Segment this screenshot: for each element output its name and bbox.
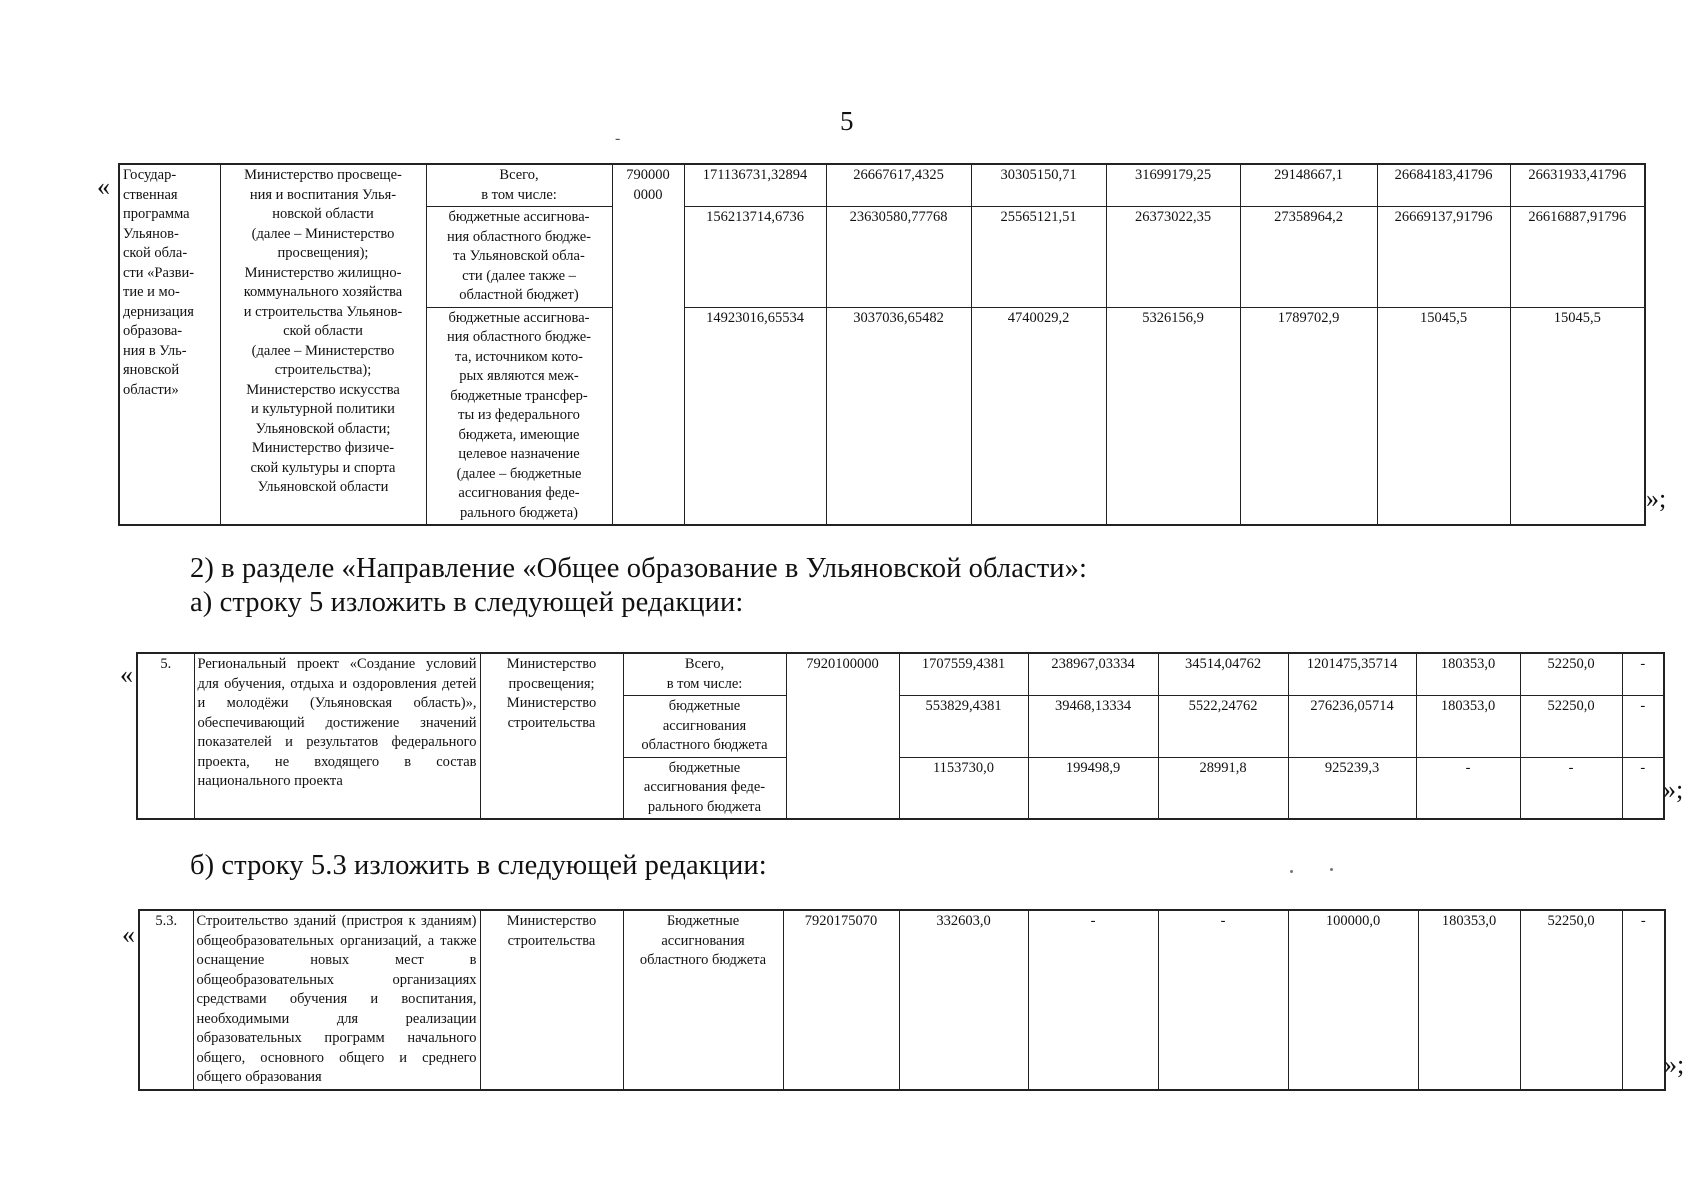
- scan-mark: -: [615, 130, 621, 147]
- regional-year-5: 26669137,91796: [1377, 207, 1510, 308]
- project-name: Региональный проект «Создание условий для обучения, отдыха и оздоровления детей и молодёжи (Ульяновская область)», обеспечивающий достижение значений показателей и результатов федерального проекта, не входящего в состав национального проекта: [194, 653, 480, 819]
- total-year-1: 26667617,4325: [826, 164, 971, 207]
- total-year-2: 30305150,71: [971, 164, 1106, 207]
- total-year-5: 52250,0: [1520, 653, 1622, 696]
- federal-sum: 1153730,0: [899, 757, 1028, 819]
- section-heading: 2) в разделе «Направление «Общее образование в Ульяновской области»:: [190, 553, 1088, 584]
- year-6: -: [1622, 910, 1665, 1090]
- total-year-1: 238967,03334: [1028, 653, 1158, 696]
- source-regional: бюджетные ассигнова- ния областного бюдже- та Ульяновской обла- сти (далее также – областной бюджет): [426, 207, 612, 308]
- year-5: 52250,0: [1520, 910, 1622, 1090]
- total-year-4: 180353,0: [1416, 653, 1520, 696]
- total-sum: 332603,0: [899, 910, 1028, 1090]
- budget-code: 7920175070: [783, 910, 899, 1090]
- project-executor: Министерство просвещения; Министерство строительства: [480, 653, 623, 819]
- budget-code: 790000 0000: [612, 164, 684, 525]
- subheading-a: а) строку 5 изложить в следующей редакции:: [190, 587, 744, 618]
- regional-year-2: 5522,24762: [1158, 696, 1288, 758]
- source-total: Всего, в том числе:: [426, 164, 612, 207]
- regional-sum: 156213714,6736: [684, 207, 826, 308]
- federal-year-2: 4740029,2: [971, 307, 1106, 525]
- total-sum: 171136731,32894: [684, 164, 826, 207]
- open-quote-1: «: [97, 172, 110, 201]
- source-federal: бюджетные ассигнования феде- рального бюджета: [623, 757, 786, 819]
- open-quote-3: «: [122, 920, 135, 949]
- budget-code: 7920100000: [786, 653, 899, 819]
- year-2: -: [1158, 910, 1288, 1090]
- federal-year-5: -: [1520, 757, 1622, 819]
- federal-year-3: 925239,3: [1288, 757, 1416, 819]
- regional-year-2: 25565121,51: [971, 207, 1106, 308]
- federal-year-5: 15045,5: [1377, 307, 1510, 525]
- scan-speck: [1290, 870, 1293, 873]
- source-regional: бюджетные ассигнования областного бюджета: [623, 696, 786, 758]
- federal-year-6: -: [1622, 757, 1664, 819]
- federal-year-6: 15045,5: [1510, 307, 1645, 525]
- object-name: Строительство зданий (пристроя к зданиям) общеобразовательных организаций, а также оснащение новых мест в общеобразовательных организациях средствами обучения и воспитания, необходимыми для реализации образовательных программ начального общего, основного общего и среднего общего образования: [193, 910, 480, 1090]
- regional-year-6: 26616887,91796: [1510, 207, 1645, 308]
- federal-year-4: -: [1416, 757, 1520, 819]
- total-year-6: -: [1622, 653, 1664, 696]
- federal-year-1: 199498,9: [1028, 757, 1158, 819]
- regional-year-1: 39468,13334: [1028, 696, 1158, 758]
- object-executor: Министерство строительства: [480, 910, 623, 1090]
- total-sum: 1707559,4381: [899, 653, 1028, 696]
- source-federal: бюджетные ассигнова- ния областного бюдже- та, источником кото- рых являются меж- бюджетные трансфер- ты из федерального бюджета, имеющие целевое назначение (далее – бюджетные ассигнования феде- рального бюджета): [426, 307, 612, 525]
- regional-year-4: 27358964,2: [1240, 207, 1377, 308]
- scan-speck: [1330, 868, 1333, 871]
- total-year-6: 26631933,41796: [1510, 164, 1645, 207]
- federal-year-3: 5326156,9: [1106, 307, 1240, 525]
- regional-year-3: 26373022,35: [1106, 207, 1240, 308]
- row-5-3-table: [138, 909, 1666, 1091]
- federal-year-2: 28991,8: [1158, 757, 1288, 819]
- source-regional: Бюджетные ассигнования областного бюджета: [623, 910, 783, 1090]
- regional-year-6: -: [1622, 696, 1664, 758]
- regional-year-5: 52250,0: [1520, 696, 1622, 758]
- total-year-5: 26684183,41796: [1377, 164, 1510, 207]
- total-year-3: 1201475,35714: [1288, 653, 1416, 696]
- close-quote-1: »;: [1646, 484, 1667, 513]
- program-name: Государ- ственная программа Ульянов- ской обла- сти «Разви- тие и мо- дернизация образова- ния в Уль- яновской области»: [119, 164, 220, 525]
- regional-sum: 553829,4381: [899, 696, 1028, 758]
- total-year-2: 34514,04762: [1158, 653, 1288, 696]
- federal-sum: 14923016,65534: [684, 307, 826, 525]
- page-number: 5: [840, 106, 854, 136]
- source-total: Всего, в том числе:: [623, 653, 786, 696]
- close-quote-3: »;: [1664, 1050, 1685, 1079]
- total-year-3: 31699179,25: [1106, 164, 1240, 207]
- executors: Министерство просвеще- ния и воспитания Улья- новской области (далее – Министерство просвещения); Министерство жилищно- коммунального хозяйства и строительства Ульянов- ской области (далее – Министерство строительства); Министерство искусства и культурной политики Ульяновской области; Министерство физиче- ской культуры и спорта Ульяновской области: [220, 164, 426, 525]
- year-3: 100000,0: [1288, 910, 1418, 1090]
- program-table: [118, 163, 1646, 526]
- federal-year-4: 1789702,9: [1240, 307, 1377, 525]
- open-quote-2: «: [120, 660, 133, 689]
- federal-year-1: 3037036,65482: [826, 307, 971, 525]
- regional-year-1: 23630580,77768: [826, 207, 971, 308]
- year-1: -: [1028, 910, 1158, 1090]
- subheading-b: б) строку 5.3 изложить в следующей редакции:: [190, 850, 767, 881]
- regional-year-4: 180353,0: [1416, 696, 1520, 758]
- row-number: 5.3.: [139, 910, 193, 1090]
- total-year-4: 29148667,1: [1240, 164, 1377, 207]
- regional-year-3: 276236,05714: [1288, 696, 1416, 758]
- close-quote-2: »;: [1663, 775, 1684, 804]
- row-5-table: [136, 652, 1665, 820]
- row-number: 5.: [137, 653, 194, 819]
- year-4: 180353,0: [1418, 910, 1520, 1090]
